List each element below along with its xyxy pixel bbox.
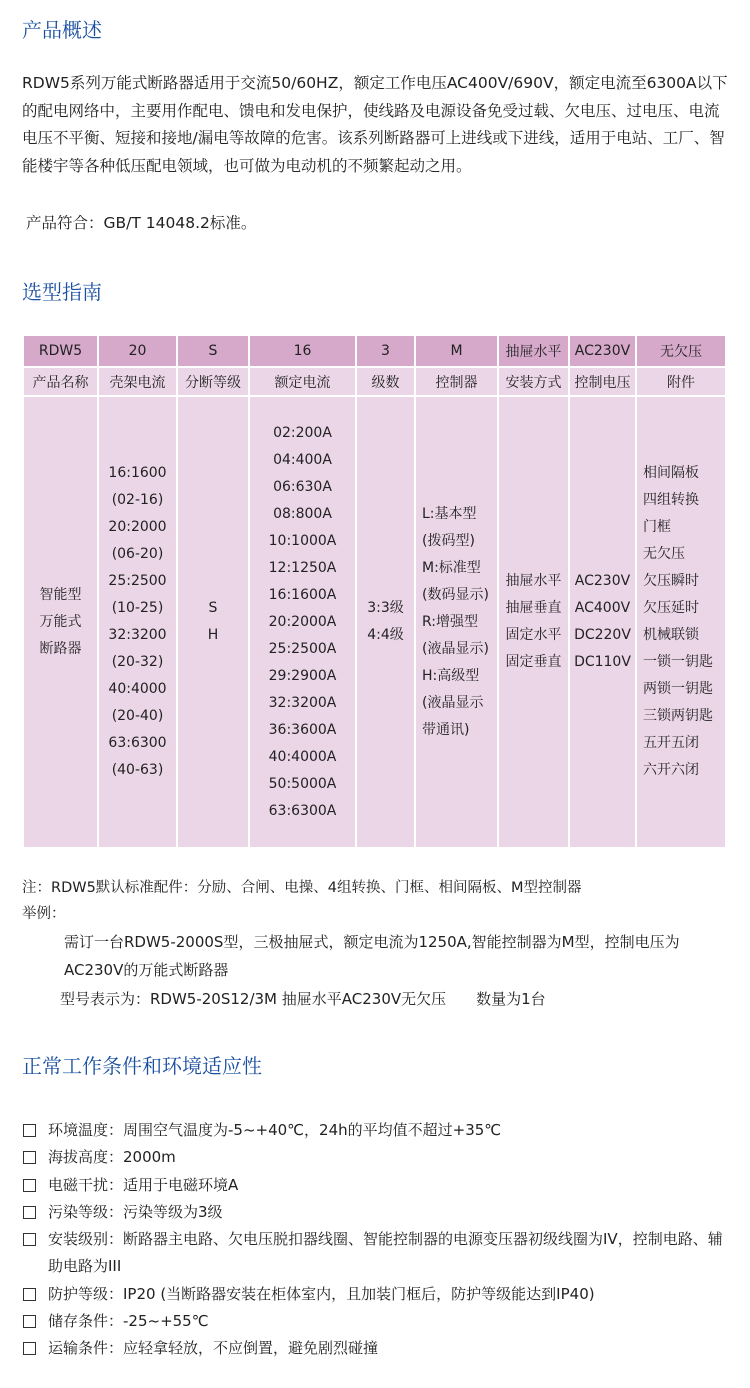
installation-cell: [498, 396, 569, 848]
list-item: [22, 1172, 737, 1199]
cell-line: 抽屉垂直: [505, 600, 562, 616]
conditions-title: 正常工作条件和环境适应性: [22, 1054, 262, 1078]
cell-line: 五开五闭: [643, 735, 699, 751]
code-cell: S: [177, 335, 249, 367]
overview-text: RDW5系列万能式断路器适用于交流50/60HZ，额定工作电压AC400V/690V，额定电流至6300A以下的配电网络中，主要用作配电、馈电和发电保护，使线路及电源设备免受过载、欠电压、过电压、电流电压不平衡、短接和接地/漏电等故障的危害。该系列断路器可上进线或下进线，适用于电站、工厂、智能楼宇等各种低压配电领域，也可做为电动机的不频繁起动之用。: [22, 74, 728, 175]
cell-line: H: [207, 627, 219, 643]
cell-line: (20-40): [111, 708, 164, 724]
poles-cell: [356, 396, 415, 848]
cell-line: 16:1600A: [268, 586, 337, 603]
checkbox-square-icon: [23, 1206, 36, 1219]
cell-line: 断路器: [39, 640, 82, 657]
cell-line: L:基本型: [422, 505, 477, 522]
name-cell: 产品名称: [23, 367, 98, 396]
condition-text: 污染等级：污染等级为3级: [48, 1202, 223, 1221]
checkbox-square-icon: [23, 1179, 36, 1192]
code-cell: AC230V: [569, 335, 636, 367]
cell-line: 40:4000A: [268, 748, 337, 765]
cell-line: DC110V: [574, 654, 631, 670]
cell-line: 欠压瞬时: [643, 573, 699, 589]
cell-line: 4:4级: [367, 627, 404, 643]
cell-line: 16:1600: [108, 465, 167, 481]
condition-text: 安装级别：断路器主电路、欠电压脱扣器线圈、智能控制器的电源变压器初级线圈为IV，控制电路、辅助电路为III: [48, 1230, 723, 1276]
cell-line: 3:3级: [367, 600, 404, 616]
cell-line: 40:4000: [108, 681, 167, 697]
cell-line: 带通讯): [422, 721, 470, 738]
list-item: [22, 1226, 737, 1281]
code-cell: 3: [356, 335, 415, 367]
code-cell: 无欠压: [636, 335, 726, 367]
cell-line: 10:1000A: [268, 532, 337, 549]
cell-line: 一锁一钥匙: [643, 654, 713, 670]
selection-table: [22, 334, 727, 849]
cell-line: (02-16): [111, 492, 164, 508]
cell-line: 32:3200: [108, 627, 167, 643]
breaking-cell: [177, 396, 249, 848]
condition-text: 环境温度：周围空气温度为-5~+40℃，24h的平均值不超过+35℃: [48, 1121, 502, 1139]
cell-line: 08:800A: [273, 505, 332, 522]
cell-line: (10-25): [111, 600, 164, 616]
example-text: 需订一台RDW5-2000S型，三极抽屉式，额定电流为1250A,智能控制器为M型，控制电压为AC230V的万能式断路器: [64, 933, 680, 979]
condition-text: 电磁干扰：适用于电磁环境A: [48, 1175, 239, 1194]
standard-text: 产品符合：GB/T 14048.2标准。: [26, 214, 257, 232]
model-line: 型号表示为：RDW5-20S12/3M 抽屉水平AC230V无欠压 数量为1台: [60, 990, 546, 1008]
selection-title: 选型指南: [22, 280, 102, 304]
cell-line: 25:2500A: [268, 640, 337, 657]
checkbox-square-icon: [23, 1124, 36, 1137]
cell-line: 63:6300A: [268, 802, 337, 819]
cell-line: 29:2900A: [268, 667, 337, 684]
option-row: [23, 396, 726, 848]
conditions-list: [22, 1117, 737, 1363]
cell-line: 63:6300: [108, 735, 167, 751]
product-cell: [23, 396, 98, 848]
cell-line: 无欠压: [643, 546, 685, 562]
name-cell: 控制器: [415, 367, 498, 396]
checkbox-square-icon: [23, 1288, 36, 1301]
cell-line: (拨码型): [422, 532, 475, 549]
cell-line: S: [208, 600, 218, 616]
cell-line: 两锁一钥匙: [643, 681, 713, 697]
condition-text: 运输条件：应轻拿轻放，不应倒置，避免剧烈碰撞: [48, 1339, 379, 1358]
code-cell: 20: [98, 335, 177, 367]
cell-line: 门框: [643, 519, 671, 535]
name-cell: 额定电流: [249, 367, 356, 396]
voltage-cell: [569, 396, 636, 848]
cell-line: R:增强型: [422, 613, 479, 630]
rated-current-cell: [249, 396, 356, 848]
cell-line: M:标准型: [422, 559, 481, 576]
checkbox-square-icon: [23, 1151, 36, 1164]
cell-line: (20-32): [111, 654, 164, 670]
name-row: [23, 367, 726, 396]
cell-line: 机械联锁: [643, 627, 699, 643]
accessories-cell: [636, 396, 726, 848]
frame-current-cell: [98, 396, 177, 848]
cell-line: AC230V: [574, 573, 631, 589]
cell-line: 25:2500: [108, 573, 167, 589]
condition-text: 防护等级：IP20 (当断路器安装在柜体室内，且加装门框后，防护等级能达到IP40): [48, 1284, 595, 1303]
cell-line: 04:400A: [273, 451, 332, 468]
cell-line: 32:3200A: [268, 694, 337, 711]
name-cell: 壳架电流: [98, 367, 177, 396]
code-cell: 抽屉水平: [498, 335, 569, 367]
name-cell: 控制电压: [569, 367, 636, 396]
list-item: [22, 1144, 737, 1171]
cell-line: AC400V: [574, 600, 631, 616]
cell-line: 万能式: [39, 613, 82, 630]
cell-line: 固定垂直: [505, 654, 562, 670]
cell-line: 06:630A: [273, 478, 332, 495]
cell-line: 四组转换: [643, 492, 699, 508]
cell-line: 六开六闭: [643, 762, 699, 778]
cell-line: 固定水平: [505, 627, 562, 643]
checkbox-square-icon: [23, 1342, 36, 1355]
cell-line: 20:2000: [108, 519, 167, 535]
checkbox-square-icon: [23, 1315, 36, 1328]
cell-line: (40-63): [111, 762, 164, 778]
name-cell: 级数: [356, 367, 415, 396]
cell-line: 36:3600A: [268, 721, 337, 738]
cell-line: 12:1250A: [268, 559, 337, 576]
list-item: [22, 1199, 737, 1226]
cell-line: 三锁两钥匙: [643, 708, 713, 724]
overview-title: 产品概述: [22, 18, 102, 42]
example-label: 举例：: [22, 906, 66, 922]
list-item: [22, 1117, 737, 1144]
cell-line: (液晶显示: [422, 694, 484, 711]
cell-line: 智能型: [39, 586, 82, 603]
list-item: [22, 1335, 737, 1362]
cell-line: 20:2000A: [268, 613, 337, 630]
code-cell: M: [415, 335, 498, 367]
name-cell: 分断等级: [177, 367, 249, 396]
cell-line: 02:200A: [273, 424, 332, 441]
default-accessories-note: 注：RDW5默认标准配件：分励、合闸、电操、4组转换、门框、相间隔板、M型控制器: [22, 880, 582, 896]
cell-line: (液晶显示): [422, 640, 489, 657]
name-cell: 附件: [636, 367, 726, 396]
cell-line: 相间隔板: [643, 465, 699, 481]
name-cell: 安装方式: [498, 367, 569, 396]
cell-line: 欠压延时: [643, 600, 699, 616]
code-cell: 16: [249, 335, 356, 367]
cell-line: 50:5000A: [268, 775, 337, 792]
list-item: [22, 1308, 737, 1335]
code-row: [23, 335, 726, 367]
checkbox-square-icon: [23, 1233, 36, 1246]
cell-line: 抽屉水平: [505, 573, 562, 589]
condition-text: 海拔高度：2000m: [48, 1148, 176, 1167]
cell-line: (06-20): [111, 546, 164, 562]
condition-text: 储存条件：-25~+55℃: [48, 1312, 209, 1331]
cell-line: DC220V: [574, 627, 631, 643]
controller-cell: [415, 396, 498, 848]
cell-line: H:高级型: [422, 667, 480, 684]
cell-line: (数码显示): [422, 586, 489, 603]
code-cell: RDW5: [23, 335, 98, 367]
list-item: [22, 1281, 737, 1308]
